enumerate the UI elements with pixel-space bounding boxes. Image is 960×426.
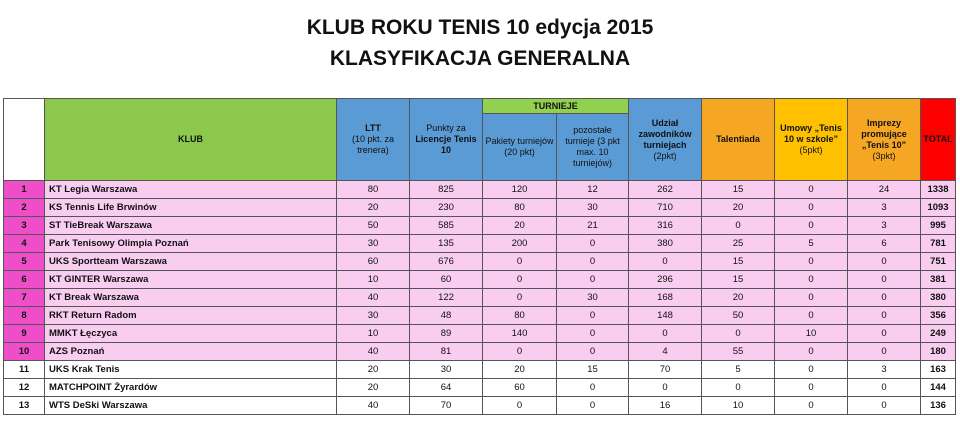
cell-umowy: 0 — [775, 343, 848, 361]
cell-pakiety: 0 — [483, 289, 557, 307]
cell-talentiada: 15 — [702, 271, 775, 289]
cell-total: 163 — [921, 361, 956, 379]
cell-licencje: 60 — [410, 271, 483, 289]
cell-rank: 11 — [4, 361, 45, 379]
ltt-header — [337, 99, 410, 181]
cell-udzial: 0 — [629, 325, 702, 343]
cell-pakiety: 60 — [483, 379, 557, 397]
cell-udzial: 380 — [629, 235, 702, 253]
cell-ltt: 80 — [337, 181, 410, 199]
cell-total: 781 — [921, 235, 956, 253]
licencje-header — [410, 99, 483, 181]
klub-header: KLUB — [45, 99, 337, 181]
cell-ltt: 10 — [337, 325, 410, 343]
cell-rank: 9 — [4, 325, 45, 343]
cell-total: 751 — [921, 253, 956, 271]
cell-pakiety: 0 — [483, 397, 557, 415]
cell-total: 144 — [921, 379, 956, 397]
cell-udzial: 0 — [629, 253, 702, 271]
cell-klub: WTS DeSki Warszawa — [45, 397, 337, 415]
table-row — [4, 379, 956, 397]
cell-licencje: 230 — [410, 199, 483, 217]
cell-total: 1338 — [921, 181, 956, 199]
cell-talentiada: 55 — [702, 343, 775, 361]
table-row — [4, 325, 956, 343]
cell-klub: KT GINTER Warszawa — [45, 271, 337, 289]
cell-rank: 2 — [4, 199, 45, 217]
cell-rank: 8 — [4, 307, 45, 325]
ltt-header-note: (10 pkt. za trenera) — [351, 134, 395, 155]
cell-ltt: 20 — [337, 379, 410, 397]
cell-rank: 12 — [4, 379, 45, 397]
umowy-header-title: Umowy „Tenis 10 w szkole” — [780, 123, 842, 144]
cell-umowy: 0 — [775, 253, 848, 271]
licencje-header-top: Punkty za — [426, 123, 466, 133]
cell-licencje: 585 — [410, 217, 483, 235]
cell-pakiety: 140 — [483, 325, 557, 343]
cell-pozostale: 0 — [557, 235, 629, 253]
udzial-header — [629, 99, 702, 181]
cell-udzial: 16 — [629, 397, 702, 415]
cell-klub: UKS Krak Tenis — [45, 361, 337, 379]
cell-licencje: 89 — [410, 325, 483, 343]
cell-udzial: 148 — [629, 307, 702, 325]
cell-klub: MATCHPOINT Żyrardów — [45, 379, 337, 397]
cell-klub: KT Break Warszawa — [45, 289, 337, 307]
cell-talentiada: 15 — [702, 253, 775, 271]
cell-udzial: 4 — [629, 343, 702, 361]
cell-klub: Park Tenisowy Olimpia Poznań — [45, 235, 337, 253]
licencje-header-title: Licencje Tenis 10 — [415, 134, 477, 155]
cell-klub: RKT Return Radom — [45, 307, 337, 325]
cell-licencje: 81 — [410, 343, 483, 361]
cell-rank: 7 — [4, 289, 45, 307]
cell-udzial: 70 — [629, 361, 702, 379]
cell-umowy: 0 — [775, 271, 848, 289]
cell-pakiety: 0 — [483, 343, 557, 361]
cell-licencje: 64 — [410, 379, 483, 397]
cell-rank: 4 — [4, 235, 45, 253]
cell-imprezy: 0 — [848, 343, 921, 361]
table-row — [4, 397, 956, 415]
cell-pakiety: 0 — [483, 271, 557, 289]
cell-umowy: 0 — [775, 199, 848, 217]
cell-licencje: 135 — [410, 235, 483, 253]
cell-umowy: 0 — [775, 379, 848, 397]
cell-imprezy: 0 — [848, 253, 921, 271]
cell-pozostale: 12 — [557, 181, 629, 199]
cell-ltt: 20 — [337, 361, 410, 379]
talentiada-header: Talentiada — [702, 99, 775, 181]
cell-pozostale: 0 — [557, 397, 629, 415]
table-row — [4, 343, 956, 361]
cell-total: 249 — [921, 325, 956, 343]
cell-imprezy: 3 — [848, 199, 921, 217]
cell-klub: AZS Poznań — [45, 343, 337, 361]
udzial-header-title: Udział zawodników turniejach — [638, 117, 692, 150]
cell-pozostale: 21 — [557, 217, 629, 235]
cell-total: 1093 — [921, 199, 956, 217]
cell-klub: ST TieBreak Warszawa — [45, 217, 337, 235]
cell-rank: 10 — [4, 343, 45, 361]
cell-ltt: 30 — [337, 307, 410, 325]
total-header: TOTAL — [921, 99, 956, 181]
cell-total: 356 — [921, 307, 956, 325]
cell-imprezy: 0 — [848, 325, 921, 343]
rank-header — [4, 99, 45, 181]
cell-total: 180 — [921, 343, 956, 361]
cell-rank: 3 — [4, 217, 45, 235]
pakiety-header: Pakiety turniejów (20 pkt) — [483, 114, 557, 181]
cell-pakiety: 80 — [483, 199, 557, 217]
cell-total: 136 — [921, 397, 956, 415]
cell-pakiety: 0 — [483, 253, 557, 271]
turnieje-header: TURNIEJE — [483, 99, 629, 114]
cell-rank: 1 — [4, 181, 45, 199]
cell-umowy: 0 — [775, 361, 848, 379]
cell-pozostale: 15 — [557, 361, 629, 379]
udzial-header-note: (2pkt) — [653, 150, 677, 161]
table-body — [4, 181, 956, 415]
cell-licencje: 825 — [410, 181, 483, 199]
cell-udzial: 710 — [629, 199, 702, 217]
cell-talentiada: 20 — [702, 199, 775, 217]
cell-talentiada: 20 — [702, 289, 775, 307]
table-row — [4, 199, 956, 217]
cell-klub: KS Tennis Life Brwinów — [45, 199, 337, 217]
cell-umowy: 10 — [775, 325, 848, 343]
cell-imprezy: 6 — [848, 235, 921, 253]
cell-umowy: 0 — [775, 289, 848, 307]
umowy-header — [775, 99, 848, 181]
cell-pakiety: 80 — [483, 307, 557, 325]
cell-imprezy: 0 — [848, 289, 921, 307]
cell-imprezy: 0 — [848, 307, 921, 325]
cell-pakiety: 20 — [483, 361, 557, 379]
table-row — [4, 307, 956, 325]
cell-imprezy: 3 — [848, 217, 921, 235]
cell-imprezy: 0 — [848, 379, 921, 397]
cell-pozostale: 30 — [557, 289, 629, 307]
cell-talentiada: 10 — [702, 397, 775, 415]
ranking-table — [3, 98, 956, 415]
cell-pozostale: 0 — [557, 325, 629, 343]
cell-ltt: 40 — [337, 289, 410, 307]
cell-rank: 5 — [4, 253, 45, 271]
table-row — [4, 181, 956, 199]
cell-licencje: 122 — [410, 289, 483, 307]
cell-licencje: 676 — [410, 253, 483, 271]
cell-total: 380 — [921, 289, 956, 307]
cell-rank: 13 — [4, 397, 45, 415]
page-subtitle: KLASYFIKACJA GENERALNA — [329, 47, 631, 70]
cell-licencje: 48 — [410, 307, 483, 325]
cell-ltt: 30 — [337, 235, 410, 253]
cell-pozostale: 0 — [557, 343, 629, 361]
cell-imprezy: 3 — [848, 361, 921, 379]
table-row — [4, 217, 956, 235]
imprezy-header-title: Imprezy promujące „Tenis 10” — [861, 117, 907, 150]
cell-ltt: 40 — [337, 397, 410, 415]
cell-talentiada: 50 — [702, 307, 775, 325]
cell-ltt: 50 — [337, 217, 410, 235]
cell-klub: MMKT Łęczyca — [45, 325, 337, 343]
cell-umowy: 0 — [775, 307, 848, 325]
cell-udzial: 316 — [629, 217, 702, 235]
cell-imprezy: 0 — [848, 271, 921, 289]
table-row — [4, 253, 956, 271]
cell-talentiada: 15 — [702, 181, 775, 199]
cell-pozostale: 30 — [557, 199, 629, 217]
cell-talentiada: 0 — [702, 217, 775, 235]
cell-umowy: 0 — [775, 397, 848, 415]
pozostale-header: pozostałe turnieje (3 pkt max. 10 turniejów) — [557, 114, 629, 181]
cell-pakiety: 120 — [483, 181, 557, 199]
cell-total: 381 — [921, 271, 956, 289]
cell-pakiety: 20 — [483, 217, 557, 235]
cell-licencje: 30 — [410, 361, 483, 379]
cell-ltt: 10 — [337, 271, 410, 289]
cell-pozostale: 0 — [557, 307, 629, 325]
imprezy-header-note: (3pkt) — [872, 150, 896, 161]
cell-umowy: 0 — [775, 217, 848, 235]
cell-ltt: 40 — [337, 343, 410, 361]
table-row — [4, 361, 956, 379]
cell-ltt: 60 — [337, 253, 410, 271]
cell-imprezy: 24 — [848, 181, 921, 199]
table-row — [4, 235, 956, 253]
cell-udzial: 0 — [629, 379, 702, 397]
table-row — [4, 289, 956, 307]
cell-pozostale: 0 — [557, 253, 629, 271]
cell-imprezy: 0 — [848, 397, 921, 415]
cell-pozostale: 0 — [557, 271, 629, 289]
cell-talentiada: 0 — [702, 379, 775, 397]
cell-talentiada: 0 — [702, 325, 775, 343]
cell-udzial: 296 — [629, 271, 702, 289]
umowy-header-note: (5pkt) — [799, 145, 823, 155]
cell-umowy: 0 — [775, 181, 848, 199]
cell-ltt: 20 — [337, 199, 410, 217]
imprezy-header — [848, 99, 921, 181]
page-title: KLUB ROKU TENIS 10 edycja 2015 — [306, 16, 654, 39]
cell-pozostale: 0 — [557, 379, 629, 397]
cell-pakiety: 200 — [483, 235, 557, 253]
cell-talentiada: 25 — [702, 235, 775, 253]
cell-talentiada: 5 — [702, 361, 775, 379]
cell-udzial: 262 — [629, 181, 702, 199]
cell-klub: KT Legia Warszawa — [45, 181, 337, 199]
cell-klub: UKS Sportteam Warszawa — [45, 253, 337, 271]
cell-total: 995 — [921, 217, 956, 235]
cell-udzial: 168 — [629, 289, 702, 307]
cell-licencje: 70 — [410, 397, 483, 415]
ltt-header-title: LTT — [365, 123, 381, 133]
cell-rank: 6 — [4, 271, 45, 289]
cell-umowy: 5 — [775, 235, 848, 253]
table-row — [4, 271, 956, 289]
